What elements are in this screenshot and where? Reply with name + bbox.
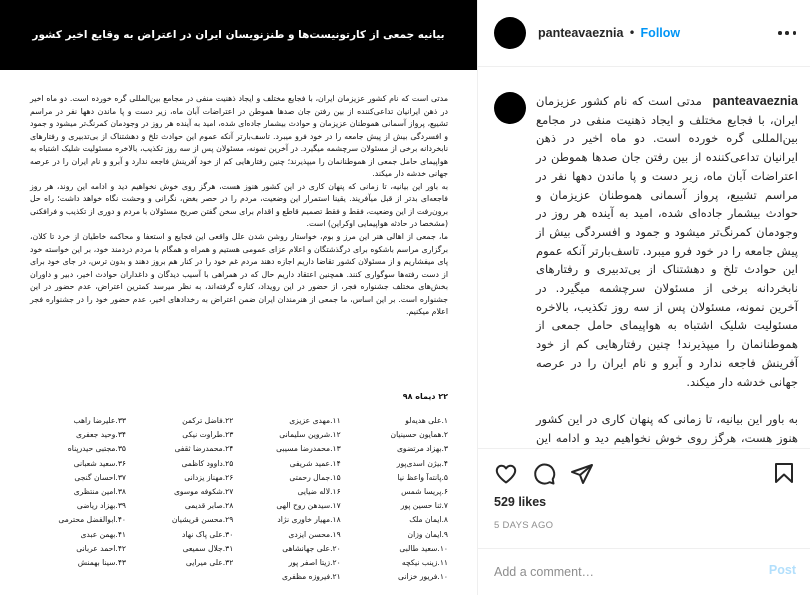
heart-icon[interactable] — [494, 462, 518, 486]
signer-name: ۷.ثنا حسین پور — [400, 501, 448, 511]
statement-paragraph: به باور این بیانیه، تا زمانی که پنهان کاری در این کشور هنوز هست، هرگز روی خوش نخواهیم دید و ادامه این روند، هر روز فاجعه‌ای بدتر از قبل میآفریند. یقینا استمرار این وضعیت، مردم را در حصر بغض، نگرانی و وحشت نگاه خواهد داشت؛ راه حل برون‌رفت از این وضعیت، فقط و فقط تصمیم قاطع و اقدام برای سخن گفتن صریح مسئولان با مردم و دوری از تکذیب و فرافکنی (مشخصا در حادثه هواپیمایی اوکراین) است. — [30, 181, 448, 229]
signer-name: ۲۵.داوود کاظمی — [181, 458, 234, 468]
signer-name: ۲۴.محمدرضا ثقفی — [174, 444, 234, 454]
signers-column — [137, 414, 233, 584]
signer-name: ۳۴.وحید جعفری — [76, 430, 127, 440]
signer-name: ۲۱.فیروزه مظفری — [281, 572, 341, 582]
post-side-panel — [477, 0, 809, 595]
actions-area — [478, 448, 810, 548]
signer-name: ۱.علی هدیه‌لو — [405, 416, 448, 425]
signer-name: ۲۸.صابر قدیمی — [184, 501, 234, 511]
signer-name: ۱۹.محسن ایزدی — [288, 529, 341, 539]
likes-count[interactable]: 529 likes — [494, 495, 547, 509]
signer-name: ۱۱.مهدی عزیزی — [289, 416, 341, 425]
signer-name: ۲۷.شکوفه موسوی — [173, 487, 234, 497]
signer-name: ۴۱.بهمن عبدی — [80, 529, 127, 539]
signers-column — [352, 414, 448, 584]
signer-name: ۳۳.علیرضا راهب — [73, 416, 127, 425]
comment-box — [478, 548, 810, 595]
caption-area[interactable] — [478, 78, 810, 443]
share-icon[interactable] — [570, 462, 594, 486]
signer-name: ۲۹.محسن قریشیان — [171, 515, 234, 525]
statement-title-bar — [0, 0, 477, 70]
signer-name: ۱۰.فریور خزانی — [398, 572, 448, 582]
signers-column — [30, 414, 126, 584]
signer-name: ۳۲.علی میرایی — [185, 558, 234, 568]
signers-column — [245, 414, 341, 584]
signer-name: ۲۶.مهناز یزدانی — [184, 472, 234, 482]
signer-name: ۳۶.سعید شعبانی — [73, 458, 127, 468]
signer-name: ۱۰.سعید طالبی — [399, 543, 448, 553]
caption-username[interactable]: panteavaeznia — [712, 94, 798, 108]
avatar[interactable] — [494, 17, 526, 49]
signer-name: ۱۲.شروین سلیمانی — [279, 430, 341, 440]
comment-icon[interactable] — [532, 462, 556, 486]
caption-body: مدتی است که نام کشور عزیزمان ایران، با فجایع مختلف و ایجاد ذهنیت منفی در مجامع بین‌المللی گره خورده است. دو ماه اخیر در ذهن ایرانیان تداعی‌کننده از بین رفتن جان صدها هموطن در اعتراضات آبان ماه، زیر دست و پا ماندن دهها نفر در مراسم تشییع، پرواز آسمانی هموطنان عزیزمان و حوادث بیشمار جاده‌ای شده، امید به آینده هر روز در وجودمان کمرنگ‌تر میشود و جمود و افسردگی بیش از پیش جامعه را در خود فرو میبرد. تاسف‌بارتر آنکه عموم این حوادث تلخ و دهشتناک از بی‌تدبیری و رفتارهای نابخردانه برخی از مسئولان سرچشمه میگیرد. در آخرین نمونه، مسئولان پس از سه روز تکذیب، بالاخره مسئولیت شلیک اشتباه به هواپیمای حامل جمعی از هموطنانمان را میپذیرند! چنین رفتارهایی کم از خود آفرینش فاجعه ندارد و آبرو و نام ایران را در عرصه جهانی خدشه دار میکند. — [536, 94, 798, 389]
signer-name: ۲۳.طراوت نیکی — [182, 430, 234, 440]
signer-name: ۴۰.ابوالفضل محترمی — [58, 515, 127, 525]
signer-name: ۱۱.زینب نیکچه — [401, 558, 448, 568]
post-header — [478, 0, 810, 67]
signer-name: ۱۷.سیدهن روح الهی — [276, 501, 341, 511]
signer-name: ۱۶.لاله ضیایی — [297, 487, 341, 497]
action-bar — [494, 461, 608, 487]
statement-title: بیانیه جمعی از کارتونیست‌ها و طنزنویسان ایران در اعتراض به وقایع اخیر کشور — [32, 29, 445, 41]
statement-date: ۲۲ دیماه ۹۸ — [402, 392, 448, 401]
signer-name: ۴۳.سینا بهمنش — [77, 558, 127, 568]
caption-body-2: به باور این بیانیه، تا زمانی که پنهان کاری در این کشور هنوز هست، هرگز روی خوش نخواهیم دید و ادامه این — [536, 411, 798, 445]
separator-dot: • — [628, 26, 636, 40]
post-timestamp[interactable]: 5 DAYS AGO — [494, 520, 554, 531]
signer-name: ۳۹.بهزاد ریاضی — [76, 501, 127, 511]
signer-name: ۸.ایمان ملک — [409, 515, 448, 525]
post-comment-button[interactable]: Post — [768, 563, 796, 577]
signer-name: ۹.ایمان وزان — [407, 529, 448, 539]
signers-list — [30, 414, 448, 584]
signer-name: ۴۲.احمد عربانی — [76, 543, 127, 553]
signer-name: ۵.پانته‌آ واعظ نیا — [397, 472, 448, 482]
username-link[interactable]: panteavaeznia — [538, 26, 624, 40]
signer-name: ۳۰.علی پاک نهاد — [182, 529, 234, 539]
signer-name: ۱۵.جمال رحمتی — [289, 472, 341, 482]
signer-name: ۳۵.مجتبی حیدرپناه — [67, 444, 127, 454]
bookmark-icon[interactable] — [772, 461, 796, 485]
signer-name: ۳۱.جلال سمیعی — [182, 543, 234, 553]
signer-name: ۳۸.امین منتظری — [73, 487, 127, 497]
follow-button[interactable]: Follow — [640, 26, 681, 40]
statement-paragraph: مدتی است که نام کشور عزیزمان ایران، با فجایع مختلف و ایجاد ذهنیت منفی در مجامع بین‌المللی گره خورده است. دو ماه اخیر در ذهن ایرانیان تداعی‌کننده از بین رفتن جان صدها هموطن در اعتراضات آبان ماه، زیر دست و پا ماندن دهها نفر در مراسم تشییع، پرواز آسمانی هموطنان عزیزمان و حوادث بیشمار جاده‌ای شده، امید به آینده هر روز در وجودمان کمرنگ‌تر میشود و جمود و افسردگی بیش از پیش جامعه را در خود فرو میبرد. تاسف‌بارتر آنکه عموم این حوادث تلخ و دهشتناک از بی‌تدبیری و رفتارهای نابخردانه برخی از مسئولان سرچشمه میگیرد. در آخرین نمونه، مسئولان پس از سه روز تکذیب، بالاخره مسئولیت شلیک اشتباه به هواپیمای حامل جمعی از هموطنانمان را میپذیرند؛ چنین رفتارهایی کم از خود آفرینش فاجعه ندارد و آبرو و نام ایران را در عرصه جهانی خدشه دار میکند. — [30, 94, 448, 179]
signer-name: ۲۰.زیتا اصفر پور — [288, 558, 341, 568]
signer-name: ۲.همایون حسینیان — [390, 430, 448, 440]
signer-name: ۶.پریسا شمس — [401, 487, 448, 497]
signer-name: ۲۲.فاضل ترکمن — [182, 416, 234, 425]
signer-name: ۱۳.محمدرضا مسیبی — [276, 444, 341, 454]
signer-name: ۲۰.علی جهانشاهی — [282, 543, 341, 553]
signer-name: ۳۷.احسان گنجی — [74, 472, 127, 482]
statement-body — [30, 93, 448, 319]
more-icon[interactable] — [778, 24, 796, 42]
caption-avatar[interactable] — [494, 92, 526, 124]
signer-name: ۱۴.عمید شریفی — [289, 458, 341, 468]
comment-input[interactable] — [494, 562, 744, 582]
signer-name: ۴.بیژن اسدی‌پور — [396, 458, 448, 468]
statement-paragraph: ما، جمعی از اهالی هنر این مرز و بوم، خواستار روشن شدن علل واقعی این فجایع و استعفا و محاکمه خاطیان از خرد تا کلان، برگزاری مراسم باشکوه برای درگذشتگان و اعلام عزای عمومی هستیم و همراه و همگام با مردم دردمند خود، بر این خواسته خود پای میفشاریم و از مسئولان کشور تقاضا داریم اجازه دهند مردم غم خود را در کنار هم بروز دهند و بدون ترس، در جای خود برای از دست رفته‌ها سوگواری کنند. همچنین اعتقاد داریم حال که در همراهی با آسیب دیدگان و داغداران حوادث اخیر، دبیر و داوران بخش‌های مختلف جشنواره فجر، از حضور در این رویداد، کناره گرفته‌اند، به نظر میرسد کمترین اعتراض، عدم حضور در این جشنواره است. بر این اساس، ما جمعی از هنرمندان ایران ضمن اعتراض به رخدادهای اخیر، عدم حضور خود را در جشنواره فجر اعلام میکنیم. — [30, 232, 448, 317]
signer-name: ۳.بهزاد مرتضوی — [396, 444, 448, 454]
caption-text — [536, 92, 798, 466]
signer-name: ۱۸.مهیار خاوری نژاد — [277, 515, 341, 525]
